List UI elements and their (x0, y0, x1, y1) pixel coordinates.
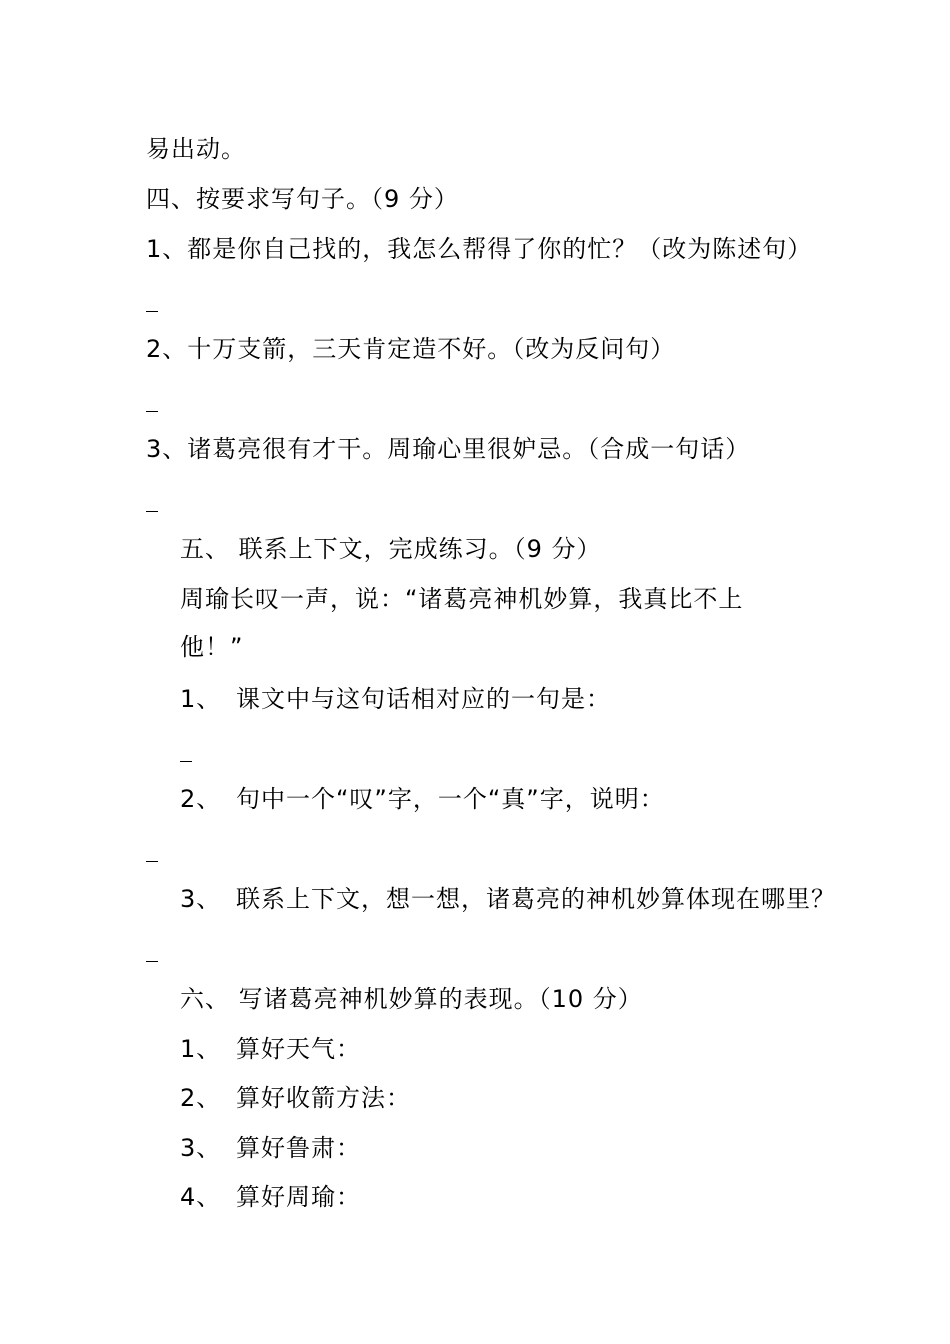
section-4-title: 四、按要求写句子。（9 分） (146, 185, 459, 213)
question-5-3 (180, 884, 836, 914)
question-number: 2、 (180, 785, 222, 813)
quote-line-2: 他！” (180, 633, 244, 661)
item-text: 算好鲁肃： (236, 1134, 361, 1162)
question-text: 句中一个“叹”字，一个“真”字，说明： (236, 785, 665, 813)
answer-blank (146, 961, 158, 962)
question-5-2 (180, 784, 665, 814)
item-text: 算好收箭方法： (236, 1084, 411, 1112)
answer-blank (146, 411, 158, 412)
question-number: 3、 (180, 885, 222, 913)
section-5-title: 五、 联系上下文，完成练习。（9 分） (180, 535, 602, 563)
item-number: 4、 (180, 1183, 222, 1211)
question-number: 1、 (180, 685, 222, 713)
text-line: 易出动。 (146, 135, 246, 163)
item-6-4 (180, 1182, 361, 1212)
question-text: 联系上下文，想一想，诸葛亮的神机妙算体现在哪里？ (236, 885, 836, 913)
item-number: 2、 (180, 1084, 222, 1112)
question-4-2: 2、十万支箭，三天肯定造不好。（改为反问句） (146, 335, 676, 363)
answer-blank (146, 861, 158, 862)
item-text: 算好天气： (236, 1035, 361, 1063)
item-number: 3、 (180, 1134, 222, 1162)
answer-blank (146, 511, 158, 512)
answer-blank (146, 311, 158, 312)
answer-blank (180, 761, 192, 762)
item-6-1 (180, 1034, 361, 1064)
item-6-3 (180, 1133, 361, 1163)
quote-line-1: 周瑜长叹一声，说：“诸葛亮神机妙算，我真比不上 (180, 585, 744, 613)
question-text: 课文中与这句话相对应的一句是： (236, 685, 611, 713)
item-6-2 (180, 1083, 411, 1113)
item-text: 算好周瑜： (236, 1183, 361, 1211)
question-5-1 (180, 684, 611, 714)
question-4-3: 3、诸葛亮很有才干。周瑜心里很妒忌。（合成一句话） (146, 435, 751, 463)
section-6-title: 六、 写诸葛亮神机妙算的表现。（10 分） (180, 985, 643, 1013)
question-4-1: 1、都是你自己找的，我怎么帮得了你的忙？（改为陈述句） (146, 235, 813, 263)
item-number: 1、 (180, 1035, 222, 1063)
